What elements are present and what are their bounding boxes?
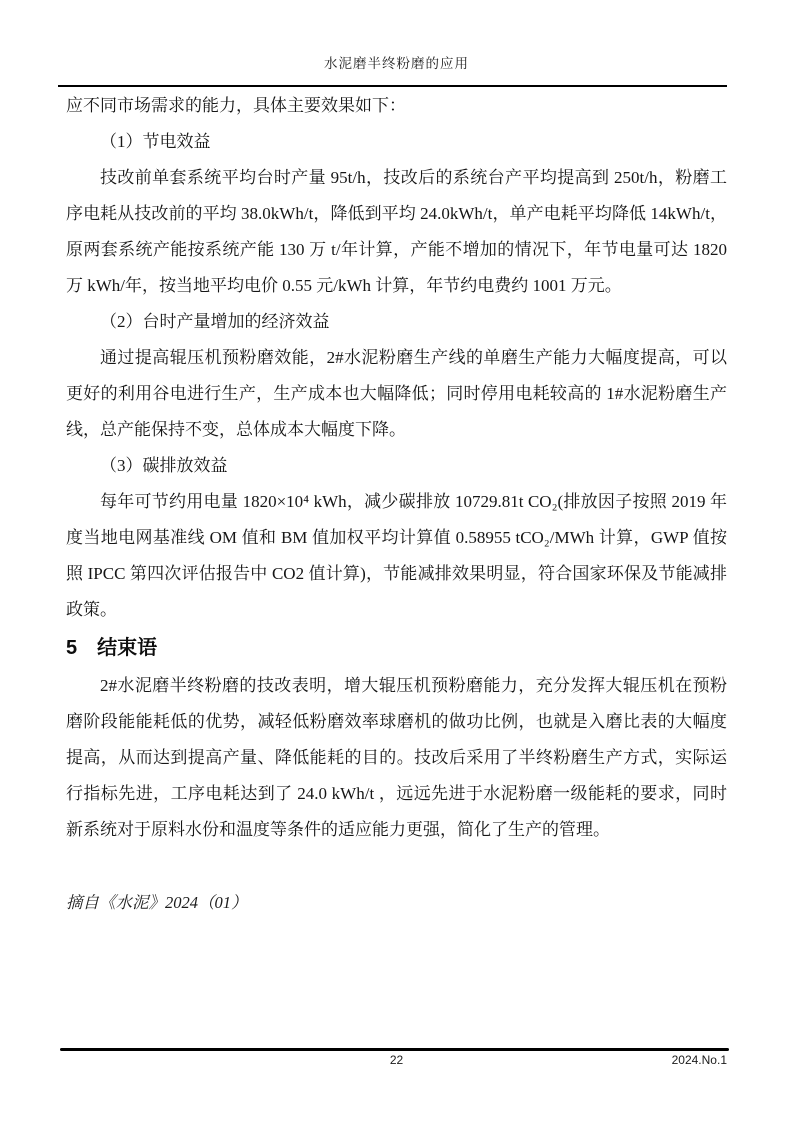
paragraph-benefit-1: 技改前单套系统平均台时产量 95t/h，技改后的系统台产平均提高到 250t/h，粉磨工序电耗从技改前的平均 38.0kWh/t，降低到平均 24.0kWh/t，单产电耗平均降低 14kWh/t，原两套系统产能按系统产能 130 万 t/年计算，产能不增加的情况下，年节电量可达 1820 万 kWh/年，按当地平均电价 0.55 元/kWh 计算，年节约电费约 1001 万元。 [66, 168, 727, 295]
paragraph-intro: 应不同市场需求的能力，具体主要效果如下： [66, 96, 406, 115]
page-number: 22 [389, 1053, 404, 1067]
citation-source: 摘自《水泥》2024（01） [66, 893, 248, 912]
subheading-benefit-2: （2）台时产量增加的经济效益 [100, 312, 330, 331]
footer-rule [60, 1048, 729, 1051]
paragraph-benefit-3: 每年可节约用电量 1820×10⁴ kWh，减少碳排放 10729.81t CO₂(排放因子按照 2019 年度当地电网基准线 OM 值和 BM 值加权平均计算值 0.58955 tCO₂/MWh 计算，GWP 值按照 IPCC 第四次评估报告中 CO2 值计算)，节能减排效果明显，符合国家环保及节能减排政策。 [66, 492, 727, 619]
subheading-benefit-1: （1）节电效益 [100, 132, 211, 151]
page-header [0, 0, 793, 87]
subheading-benefit-3: （3）碳排放效益 [100, 456, 228, 475]
paragraph-conclusion: 2#水泥磨半终粉磨的技改表明，增大辊压机预粉磨能力，充分发挥大辊压机在预粉磨阶段能能耗低的优势，减轻低粉磨效率球磨机的做功比例，也就是入磨比表的大幅度提高，从而达到提高产量、降低能耗的目的。技改后采用了半终粉磨生产方式，实际运行指标先进，工序电耗达到了 24.0 kWh/t ，远远先进于水泥粉磨一级能耗的要求，同时新系统对于原料水份和温度等条件的适应能力更强，简化了生产的管理。 [66, 676, 727, 839]
document-body [66, 88, 727, 918]
section-title: 结束语 [97, 637, 158, 659]
header-rule [58, 85, 727, 87]
section-number: 5 [66, 637, 78, 659]
footer-row [0, 1053, 793, 1073]
section-heading-conclusion [66, 628, 727, 668]
issue-number: 2024.No.1 [671, 1053, 727, 1067]
running-header-title: 水泥磨半终粉磨的应用 [324, 56, 469, 71]
page-footer [0, 1048, 793, 1073]
paragraph-benefit-2: 通过提高辊压机预粉磨效能，2#水泥粉磨生产线的单磨生产能力大幅度提高，可以更好的利用谷电进行生产，生产成本也大幅降低；同时停用电耗较高的 1#水泥粉磨生产线，总产能保持不变，总体成本大幅度下降。 [66, 348, 727, 439]
